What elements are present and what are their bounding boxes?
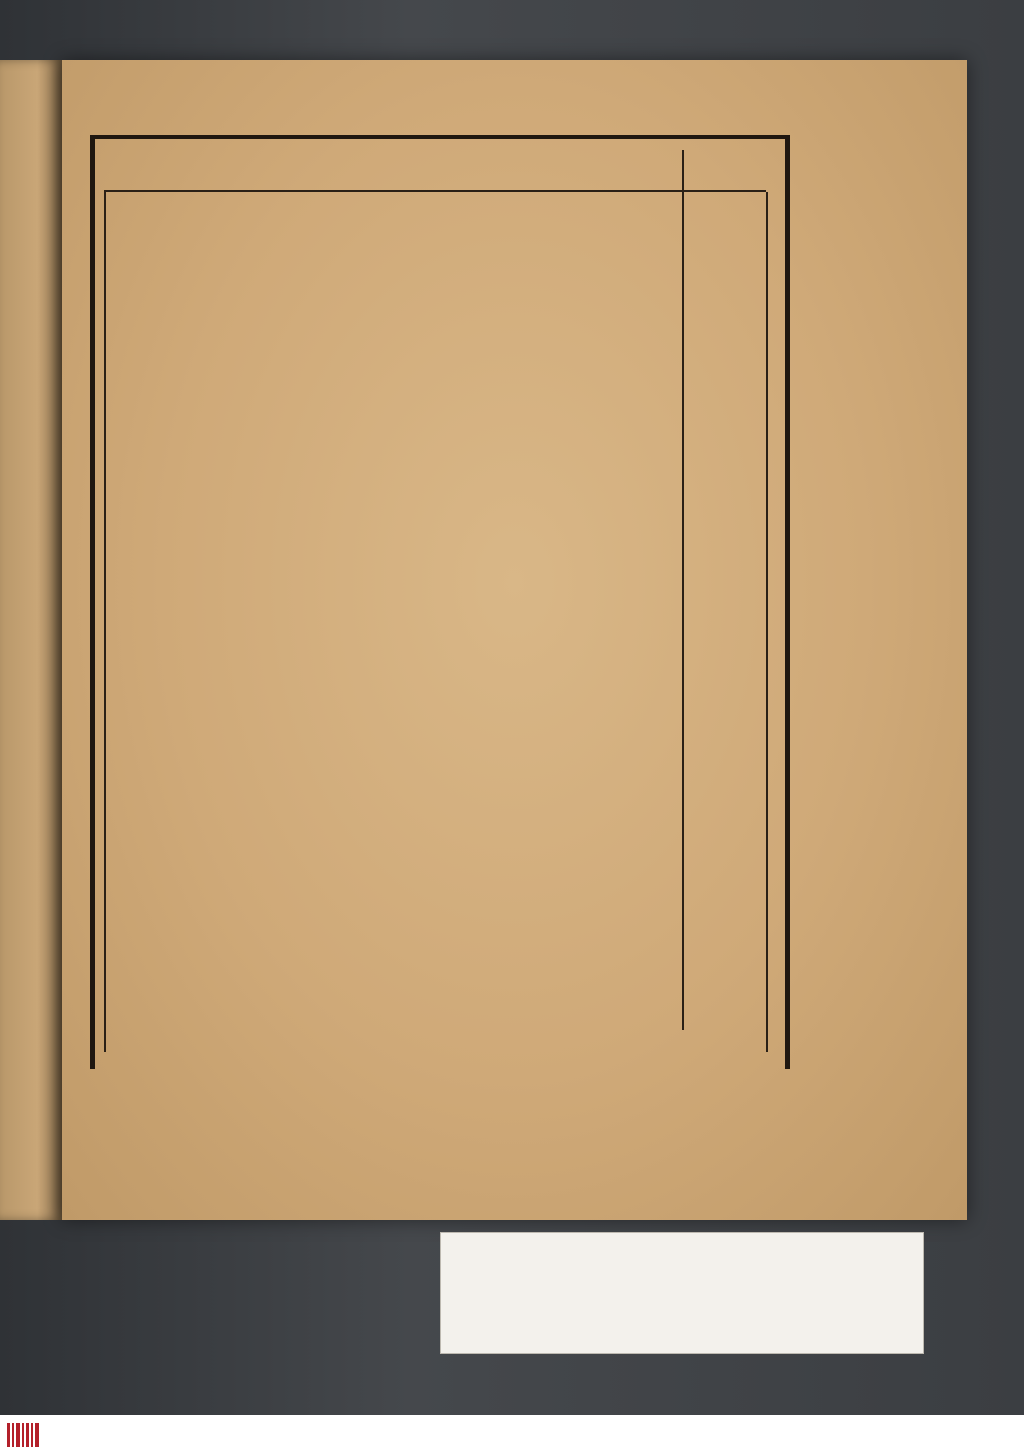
color-calibration-card [440,1232,924,1354]
text-line [116,424,682,456]
text-line [116,552,682,584]
text-line [116,456,682,488]
gray-swatch [849,1285,879,1343]
text-line [116,904,682,936]
gray-swatch [819,1285,849,1343]
text-line [116,936,682,968]
text-line [116,776,682,808]
text-line [116,488,682,520]
header-rule [104,190,766,192]
text-line [116,616,682,648]
text-line [116,200,682,232]
text-line [116,744,682,776]
text-line [116,360,682,392]
text-line [116,808,682,840]
text-line [116,1000,682,1032]
text-line [116,648,682,680]
text-line [116,680,682,712]
text-line [116,1032,682,1064]
text-line [116,584,682,616]
text-line [116,232,682,264]
text-line [116,264,682,296]
footer-bar [0,1415,1024,1455]
text-line [116,296,682,328]
gray-swatch [879,1285,909,1343]
ornament-border [88,1076,828,1110]
frame-rule-right [766,192,768,1052]
frame-rule-left [104,192,106,1052]
scale-ruler [457,1283,727,1317]
facing-page-edge [0,60,62,1220]
text-line [116,872,682,904]
body-text [116,200,682,1128]
text-line [116,392,682,424]
text-line [116,328,682,360]
text-line [116,520,682,552]
text-line [116,840,682,872]
text-line [116,712,682,744]
text-line [116,968,682,1000]
margin-column-rule [682,150,684,1030]
barcode-icon [6,1421,42,1449]
